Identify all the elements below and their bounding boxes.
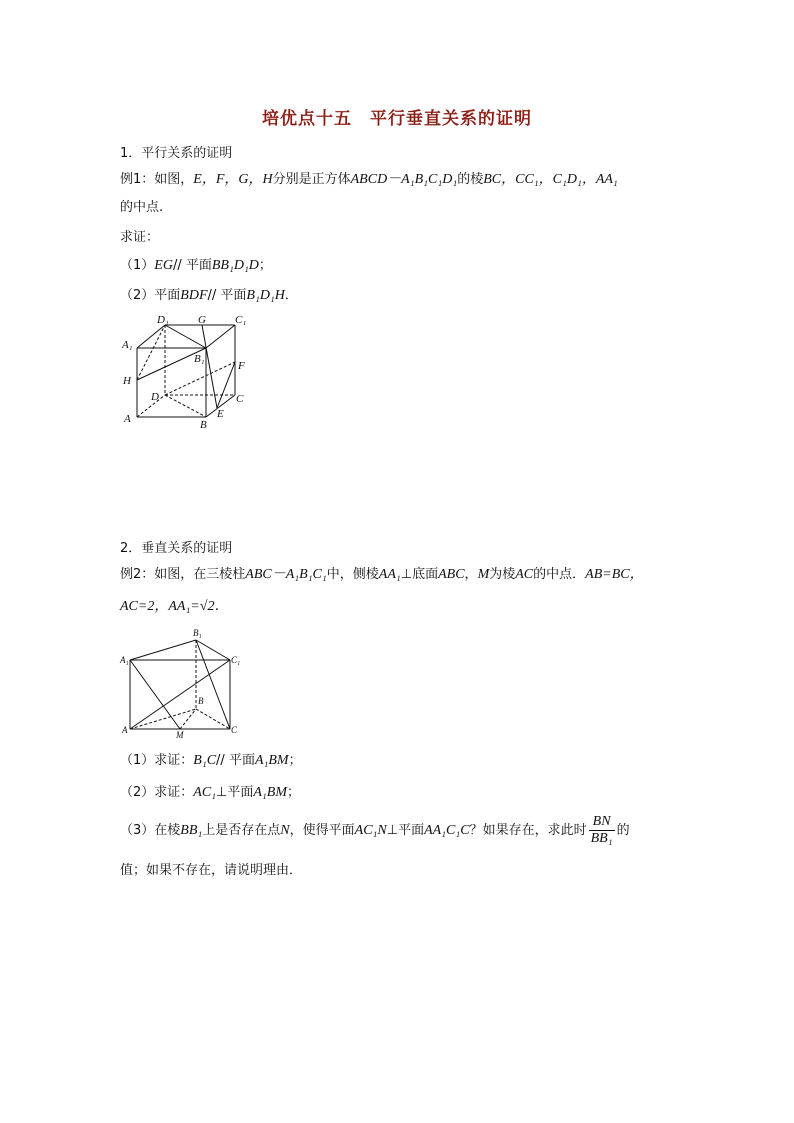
ex2-comma: ， — [464, 567, 478, 582]
ex2-given: AC=2，AA₁=√2． — [120, 599, 229, 614]
q-mid: ⊥平面 — [216, 785, 254, 800]
ex2-base: ABC — [438, 567, 465, 582]
q-prefix: （3）在棱 — [120, 823, 181, 838]
fraction-denominator: BB₁ — [590, 831, 613, 846]
ex1-edges: BC，CC₁，C₁D₁，AA₁ — [483, 172, 618, 187]
q-prefix: （2）求证： — [120, 785, 194, 800]
ex2-eq: AB=BC， — [585, 567, 644, 582]
math-plane-B1D1H: B₁D₁H — [246, 288, 285, 303]
ex2-mid3: 的中点． — [533, 567, 586, 582]
ex2-edge: AA₁ — [378, 567, 401, 582]
label-D: D — [151, 391, 159, 403]
example2-statement — [120, 566, 644, 584]
math-plane-BDF: BDF — [180, 288, 208, 303]
label-E: E — [217, 408, 224, 420]
q-mid: // 平面 — [216, 753, 255, 768]
ex2-mid: 中，侧棱 — [326, 567, 379, 582]
label2-A: A — [122, 725, 128, 735]
page-title: 培优点十五 平行垂直关系的证明 — [262, 109, 532, 129]
ex2-AC: AC — [515, 567, 534, 582]
proof-item-2 — [120, 287, 298, 305]
ex2-mid2: 为棱 — [489, 567, 516, 582]
item-prefix: （1） — [120, 258, 155, 273]
label-B: B — [200, 419, 207, 431]
label2-M: M — [176, 730, 184, 740]
fraction-numerator: BN — [589, 814, 615, 831]
math-B1C: B₁C — [193, 753, 217, 768]
fraction-BN-BB1 — [589, 814, 615, 847]
ex1-points: E，F，G，H — [193, 172, 273, 187]
question-1 — [120, 752, 302, 770]
ex1-edge-word: 的棱 — [457, 172, 484, 187]
question-2 — [120, 784, 300, 802]
label-F: F — [238, 360, 245, 372]
label2-C: C — [231, 725, 238, 735]
item-mid: // 平面 — [172, 258, 212, 273]
label-H: H — [123, 375, 131, 387]
label-A1: A₁ — [122, 339, 133, 351]
ex1-solid: ABCD－A₁B₁C₁D₁ — [350, 172, 458, 187]
label-G: G — [198, 314, 206, 326]
q-mid: 上是否存在点 — [202, 823, 281, 838]
section2-heading: 2．垂直关系的证明 — [120, 541, 233, 556]
label-B1: B₁ — [194, 353, 205, 365]
ex2-label: 例2：如图，在三棱柱 — [120, 567, 246, 582]
item-end: ． — [284, 288, 298, 303]
item-mid: // 平面 — [207, 288, 247, 303]
section1-heading: 1．平行关系的证明 — [120, 146, 233, 161]
math-EG: EG — [154, 258, 173, 273]
ex2-M: M — [477, 567, 490, 582]
math-AC1N: AC₁N — [354, 823, 387, 838]
math-A1BM: A₁BM — [254, 753, 289, 768]
label-C: C — [236, 393, 244, 405]
item-end: ； — [258, 258, 272, 273]
q-mid4: ？如果存在，求此时 — [469, 823, 587, 838]
example1-statement — [120, 171, 618, 189]
label-C1: C₁ — [235, 314, 247, 326]
label2-C1: C₁ — [231, 655, 241, 665]
ex2-perp: ⊥底面 — [400, 567, 439, 582]
q-end: 的 — [616, 823, 630, 838]
question-3 — [120, 814, 630, 847]
item-prefix: （2）平面 — [120, 288, 181, 303]
q-mid2: ，使得平面 — [289, 823, 355, 838]
ex1-label: 例1：如图， — [120, 172, 194, 187]
question-3-line2: 值；如果不存在，请说明理由． — [120, 863, 303, 878]
example1-tail: 的中点. — [120, 200, 164, 215]
cube-figure — [118, 312, 258, 434]
ex2-solid: ABC－A₁B₁C₁ — [245, 567, 327, 582]
math-plane: BB₁D₁D — [211, 258, 259, 273]
q-end: ； — [287, 785, 301, 800]
proof-item-1 — [120, 257, 272, 275]
q-end: ； — [288, 753, 302, 768]
q-prefix: （1）求证： — [120, 753, 194, 768]
prism-figure — [118, 626, 248, 741]
label2-B: B — [198, 696, 204, 706]
q-mid3: ⊥平面 — [386, 823, 425, 838]
prove-label: 求证： — [120, 230, 160, 245]
label2-A1: A₁ — [120, 655, 129, 665]
math-A1BM: A₁BM — [253, 785, 288, 800]
ex1-mid: 分别是正方体 — [272, 172, 351, 187]
math-BB1: BB₁ — [180, 823, 203, 838]
math-AC1: AC₁ — [193, 785, 217, 800]
label2-B1: B₁ — [193, 628, 202, 638]
math-AA1C1C: AA₁C₁C — [424, 823, 470, 838]
label-D1: D₁ — [157, 314, 169, 326]
label-A: A — [124, 413, 131, 425]
math-N: N — [280, 823, 290, 838]
example2-given — [120, 598, 228, 616]
